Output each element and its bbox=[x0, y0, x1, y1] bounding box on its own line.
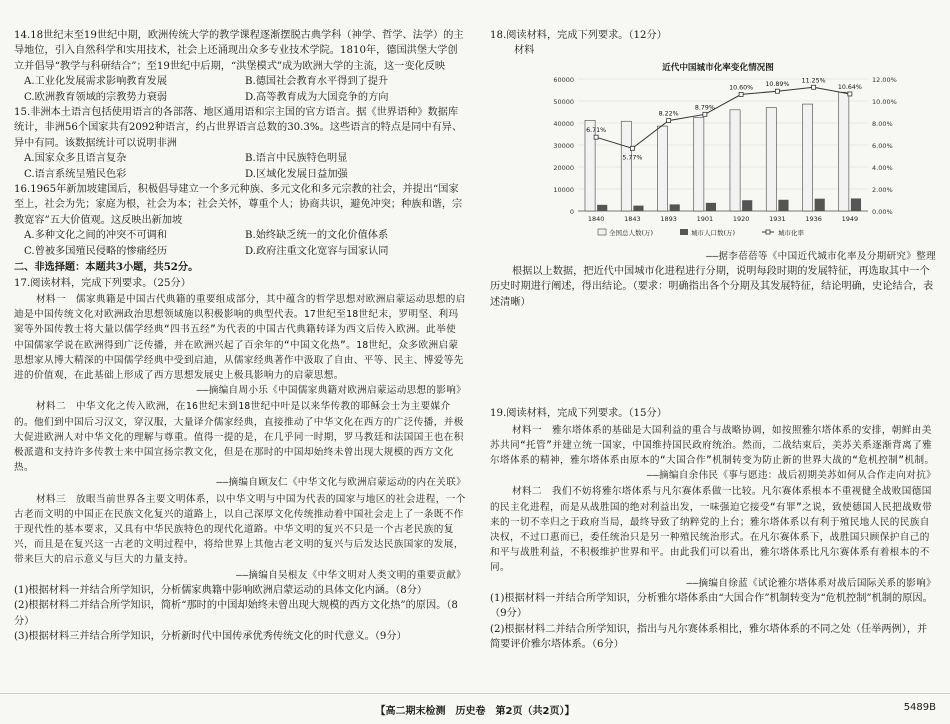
q16-option-c: C.曾被多国殖民侵略的惨痛经历 bbox=[24, 245, 168, 257]
q16-option-a: A.多种文化之间的冲突不可调和 bbox=[24, 230, 168, 242]
rate-marker bbox=[848, 92, 852, 96]
rate-data-label: 10.64% bbox=[837, 83, 862, 91]
x-tick-label: 1949 bbox=[841, 214, 859, 223]
paper-code: 5489B bbox=[903, 702, 936, 713]
legend-label-city: 城市人口数(万) bbox=[691, 228, 736, 237]
bar-city bbox=[670, 204, 680, 211]
q18-source: ——据李蓓蓓等《中国近代城市化率及分期研究》整理 bbox=[706, 250, 936, 262]
q14-option-b: B.德国社会教育水平得到了提升 bbox=[245, 76, 389, 88]
legend-swatch-city bbox=[680, 229, 688, 235]
legend-label-total: 全国总人数(万) bbox=[609, 228, 654, 237]
right-tick-label: 8.00% bbox=[872, 119, 893, 128]
q17-material-3: 材料三 放眼当前世界各主要文明体系，以中华文明与中国为代表的国家与地区的社会进程，一个古老而文明的中国正在民族文化复兴的道路上，以自己深厚文化传统推动着中国社会走上了一条既不作于现代性的基本要求，又具有中华民族特色的现代化道路。中华文明的复兴不只是一个古老民族的复兴，而且是在复兴这一古老的文明过程中，将给世界上其他古老文明的复兴与后发达民族国家的发展，带来巨大的启示意义与巨大的力量支持。 bbox=[14, 493, 466, 566]
q15-stem: 15.非洲本土语言包括使用语言的各部落、地区通用语和宗主国的官方语言。据《世界语种》数据库统计，非洲56个国家共有2092种语言，约占世界语言总数的30.3%。这些语言的特点是同中有异、异中有同。该数据统计可以说明非洲 bbox=[14, 107, 463, 149]
q19-requirement-1: (1)根据材料一并结合所学知识，分析雅尔塔体系由“大国合作”机制转变为“危机控制”机制的原因。（9分） bbox=[490, 592, 933, 620]
rate-marker bbox=[739, 92, 743, 96]
right-tick-label: 12.00% bbox=[872, 75, 897, 84]
q17-requirement-2: (2)根据材料二并结合所学知识，简析“那时的中国却始终未曾出现大规模的西方文化热”的原因。（8分） bbox=[14, 600, 458, 627]
section-two-heading: 二、非选择题：本题共3小题，共52分。 bbox=[14, 261, 199, 274]
rate-data-label: 11.25% bbox=[801, 77, 826, 85]
x-tick-label: 1931 bbox=[769, 214, 786, 223]
q18-heading: 18.阅读材料，完成下列要求。（12分） bbox=[490, 30, 667, 41]
q17-material-2: 材料二 中华文化之传入欧洲，在16世纪末到18世纪中叶是以来华传教的耶稣会士为主要媒介的。他们到中国后习汉文，穿汉服，大量译介儒家经典，直接推动了中华文化在西方的广泛传播，并极大促进欧洲人对中华文化的理解与尊重。值得一提的是，在几乎同一时期，罗马教廷和法国国王也在积极派遣和支持许多传教士来中国宣扬宗教文化，但是在那时的中国却始终未曾出现大规模的西方文化热。 bbox=[14, 401, 464, 474]
bar-total bbox=[766, 107, 776, 210]
rate-marker bbox=[630, 146, 634, 150]
left-tick-label: 50000 bbox=[553, 97, 574, 106]
q15-option-a: A.国家众多且语言复杂 bbox=[24, 153, 127, 165]
answer-space bbox=[490, 310, 936, 406]
chart-title: 近代中国城市化率变化情况图 bbox=[662, 62, 774, 73]
rate-marker bbox=[594, 135, 598, 139]
q16-stem: 16.1965年新加坡建国后，积极倡导建立一个多元种族、多元文化和多元宗教的社会，并提出“国家至上，社会为先；家庭为根，社会为本；社会关怀，尊重个人；协商共识，避免冲突；种族和谐，宗教宽容”五大价值观。这反映出新加坡 bbox=[14, 184, 463, 226]
right-tick-label: 10.00% bbox=[872, 97, 897, 106]
bar-total bbox=[839, 92, 849, 211]
q17-source-2: ——摘编自顾友仁《中华文化与欧洲启蒙运动的内在关联》 bbox=[216, 477, 466, 489]
q17-requirement-3: (3)根据材料三并结合所学知识，分析新时代中国传承优秀传统文化的时代意义。（9分） bbox=[14, 630, 407, 642]
left-tick-label: 10000 bbox=[553, 185, 574, 194]
rate-marker bbox=[812, 85, 816, 89]
x-tick-label: 1840 bbox=[587, 214, 605, 223]
rate-data-label: 10.60% bbox=[729, 84, 754, 92]
x-tick-label: 1920 bbox=[732, 214, 750, 223]
legend-label-rate: 城市化率 bbox=[778, 228, 804, 237]
bar-total bbox=[802, 104, 812, 211]
q19-source-1: ——摘编自余伟民《事与愿违：战后初期美苏如何从合作走向对抗》 bbox=[646, 470, 936, 482]
x-tick-label: 1901 bbox=[696, 214, 714, 223]
q18-requirement: 根据以上数据，把近代中国城市化进程进行分期，说明每段时期的发展特征，再选取其中一个历史时期进行阐述，得出结论。（要求：明确指出各个分期及其发展特征，结论明确，史论结合，表述清晰） bbox=[490, 266, 934, 308]
bar-city bbox=[742, 200, 752, 211]
right-tick-label: 0.00% bbox=[872, 207, 893, 216]
q14-option-d: D.高等教育成为大国竞争的方向 bbox=[245, 91, 389, 103]
q14-stem: 14.18世纪末至19世纪中期，欧洲传统大学的教学课程逐渐摆脱古典学科（神学、哲学、法学）的主导地位，引入自然科学和实用技术，社会上还涌现出众多专业技术学院。1810年，德国洪堡大学创立并倡导“教学与科研结合”；至19世纪中后期，“洪堡模式”成为欧洲大学的主流，这一变化反映 bbox=[14, 30, 464, 72]
bar-city bbox=[851, 198, 861, 211]
bar-city bbox=[706, 203, 716, 211]
q17-source-1: ——摘编自周小乐《中国儒家典籍对欧洲启蒙运动思想的影响》 bbox=[196, 385, 466, 397]
left-tick-label: 40000 bbox=[553, 119, 574, 128]
rate-data-label: 8.79% bbox=[694, 104, 715, 112]
q19-requirement-2: (2)根据材料二并结合所学知识，指出与凡尔赛体系相比，雅尔塔体系的不同之处（任举两例），并简要评价雅尔塔体系。（6分） bbox=[490, 623, 928, 651]
bar-city bbox=[815, 198, 825, 210]
q16-option-b: B.始终缺乏统一的文化价值体系 bbox=[245, 230, 389, 242]
q15-option-d: D.区域化发展日益加强 bbox=[245, 168, 348, 180]
q19-heading: 19.阅读材料，完成下列要求。（15分） bbox=[490, 408, 667, 420]
q14-option-a: A.工业化发展需求影响教育发展 bbox=[24, 76, 168, 88]
rate-marker bbox=[775, 89, 779, 93]
left-tick-label: 60000 bbox=[553, 75, 574, 84]
q15-option-c: C.语言系统呈殖民色彩 bbox=[24, 168, 127, 180]
q15-option-b: B.语言中民族特色明显 bbox=[245, 153, 348, 165]
bar-total bbox=[621, 121, 631, 211]
left-tick-label: 0 bbox=[569, 207, 574, 216]
q17-source-3: ——摘编自吴根友《中华文明对人类文明的重要贡献》 bbox=[236, 569, 466, 581]
q19-material-1: 材料一 雅尔塔体系的基础是大国利益的重合与战略协调，如按照雅尔塔体系的安排，朝鲜由美苏共同“托管”并建立统一国家，中国维持国民政府统治。然而，二战结束后，美苏关系逐渐背离了雅尔塔体系的精神，雅尔塔体系由原本的“大国合作”机制转变为防止新的世界大战的“危机控制”机制。 bbox=[490, 424, 935, 467]
q18-material-label: 材料 bbox=[514, 45, 535, 57]
footer-divider bbox=[0, 693, 950, 694]
rate-marker bbox=[703, 112, 707, 116]
left-column bbox=[14, 28, 466, 644]
left-tick-label: 20000 bbox=[553, 163, 574, 172]
x-tick-label: 1936 bbox=[805, 214, 822, 223]
rate-marker bbox=[667, 118, 671, 122]
legend-marker-rate bbox=[766, 230, 770, 234]
q14-options bbox=[24, 74, 466, 105]
rate-data-label: 5.77% bbox=[622, 154, 643, 162]
q14-option-c: C.欧洲教育领域的宗教势力衰弱 bbox=[24, 91, 168, 103]
q17-requirement-1: (1)根据材料一并结合所学知识，分析儒家典籍中影响欧洲启蒙运动的具体文化内涵。（8分） bbox=[14, 584, 428, 596]
x-tick-label: 1893 bbox=[660, 214, 677, 223]
q16-options bbox=[24, 228, 466, 259]
bar-city bbox=[633, 205, 643, 210]
page-footer: 【高二期末检测 历史卷 第2页（共2页）】 bbox=[375, 706, 575, 717]
rate-data-label: 6.71% bbox=[586, 127, 607, 135]
urbanization-chart bbox=[508, 61, 928, 249]
bar-total bbox=[694, 117, 704, 211]
right-tick-label: 6.00% bbox=[872, 141, 893, 150]
bar-total bbox=[657, 126, 667, 211]
q19-source-2: ——摘编自徐蓝《试论雅尔塔体系对战后国际关系的影响》 bbox=[686, 577, 936, 589]
x-tick-label: 1843 bbox=[624, 214, 641, 223]
chart-svg bbox=[508, 61, 928, 249]
q17-heading: 17.阅读材料，完成下列要求。（25分） bbox=[14, 277, 191, 289]
left-tick-label: 30000 bbox=[553, 141, 574, 150]
q17-material-1: 材料一 儒家典籍是中国古代典籍的重要组成部分，其中蕴含的哲学思想对欧洲启蒙运动思想的启迪是中国传统文化对欧洲政治思想领域施以积极影响的典型代表。17世纪至18世纪末，罗明坚、利玛窦等外国传教士将大量以儒学经典“四书五经”为代表的中国古代典籍转译为西文后传入欧洲。此举使中国儒家学说在欧洲得到广泛传播，并在欧洲兴起了百余年的“中国文化热”。18世纪，众多欧洲启蒙思想家从博大精深的中国儒学经典中受到启迪，从儒家经典著作中汲取了自由、平等、民主、博爱等先进的价值观，在此基础上形成了西方思想发展史上极具影响力的启蒙思想。 bbox=[14, 293, 466, 381]
right-tick-label: 2.00% bbox=[872, 185, 893, 194]
bar-total bbox=[730, 110, 740, 211]
q15-options bbox=[24, 151, 466, 182]
bar-city bbox=[778, 200, 788, 211]
q19-material-2: 材料二 我们不妨将雅尔塔体系与凡尔赛体系做一比较。凡尔赛体系根本不重视健全战败国德国的民主化进程，而是从战胜国的绝对利益出发，一味强迫它接受“有罪”之说，致使德国人民把战败带来的一切不幸归之于政府当局，最终导致了纳粹党的上台；雅尔塔体系以有利于殖民地人民的民族自决权，不过口惠而已，委任统治只是另一种殖民统治形式。在凡尔赛体系下，战胜国只顾保护自己的和平与战胜利益，不积极维护世界和平。由此我们可以看出，雅尔塔体系比凡尔赛体系有着根本的不同。 bbox=[490, 486, 933, 574]
legend-swatch-total bbox=[598, 229, 606, 235]
right-tick-label: 4.00% bbox=[872, 163, 893, 172]
rate-data-label: 8.22% bbox=[658, 110, 679, 118]
bar-city bbox=[597, 205, 607, 211]
q16-option-d: D.政府注重文化宽容与国家认同 bbox=[245, 245, 389, 257]
right-column bbox=[490, 28, 936, 653]
rate-data-label: 10.89% bbox=[765, 81, 790, 89]
